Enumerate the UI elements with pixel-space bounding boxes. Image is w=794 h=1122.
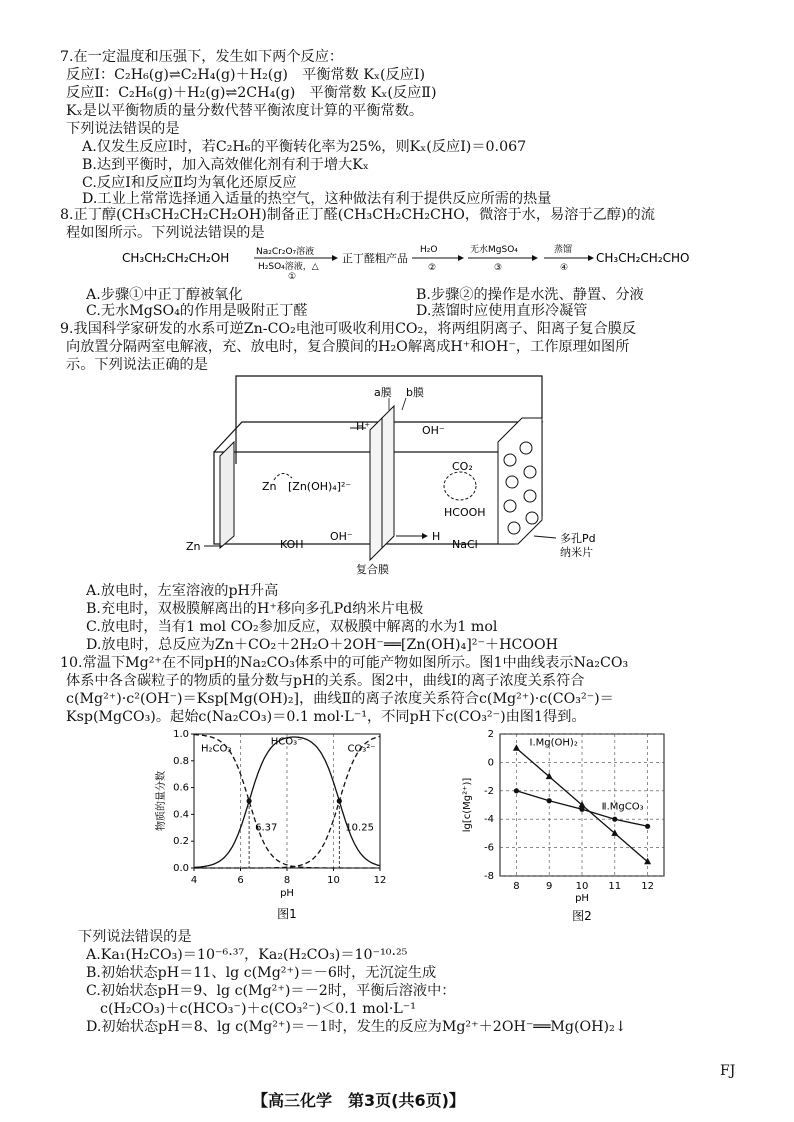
flow-step4-num: ④ xyxy=(560,263,569,273)
y-tick-label: -8 xyxy=(484,871,494,882)
x-tick-label: 12 xyxy=(641,881,654,892)
zn-electrode xyxy=(220,442,234,548)
flow-arrowhead-3 xyxy=(532,255,538,261)
flow-step2-num: ② xyxy=(428,263,437,273)
pka-label: 6.37 xyxy=(255,822,278,834)
q10-stem-4: Ksp(MgCO₃)。起始c(Na₂CO₃)＝0.1 mol·L⁻¹，不同pH下c(CO₃²⁻)由图1得到。 xyxy=(66,709,586,725)
data-point xyxy=(579,801,586,808)
y-axis-label: 物质的量分数 xyxy=(156,771,167,831)
corner-mark: FJ xyxy=(720,1063,736,1079)
x-tick-label: 10 xyxy=(327,875,340,886)
q10-option-d: D.初始状态pH＝8、lg c(Mg²⁺)＝－1时，发生的反应为Mg²⁺＋2OH⁻══Mg(OH)₂↓ xyxy=(86,1019,627,1035)
flow-step3-top: 无水MgSO₄ xyxy=(470,245,518,255)
y-tick-label: -6 xyxy=(484,842,494,854)
series-label-mgoh2: Ⅰ.Mg(OH)₂ xyxy=(529,737,578,749)
pd-label-2: 纳米片 xyxy=(560,546,593,559)
y-axis-label: lg[c(Mg²⁺)] xyxy=(462,777,473,833)
flow-step1-bottom: H₂SO₄溶液，△ xyxy=(258,262,319,272)
q8-option-c: C.无水MgSO₄的作用是吸附正丁醛 xyxy=(86,303,308,319)
flow-crude: 正丁醛粗产品 xyxy=(342,252,408,265)
flow-step2-top: H₂O xyxy=(420,245,438,255)
q10-stem: 10.常温下Mg²⁺在不同pH的Na₂CO₃体系中的可能产物如图所示。图1中曲线表示Na₂CO₃ xyxy=(60,655,629,671)
q9-option-c: C.放电时，当有1 mol CO₂参加反应，双极膜中解离的水为1 mol xyxy=(86,619,498,635)
q10-option-c: C.初始状态pH＝9、lg c(Mg²⁺)＝－2时，平衡后溶液中： xyxy=(86,983,456,999)
q7-stem: 7.在一定温度和压强下，发生如下两个反应： xyxy=(60,49,344,65)
q8-option-a: A.步骤①中正丁醇被氧化 xyxy=(86,287,243,303)
data-point xyxy=(579,807,584,812)
q9-stem-2: 向放置分隔两室电解液，充、放电时，复合膜间的H₂O解离成H⁺和OH⁻，工作原理如图所 xyxy=(66,339,630,355)
x-tick-label: 9 xyxy=(546,881,553,892)
q10-option-a: A.Ka₁(H₂CO₃)＝10⁻⁶·³⁷，Ka₂(H₂CO₃)＝10⁻¹⁰·²⁵ xyxy=(86,947,408,963)
figure-caption: 图1 xyxy=(277,907,297,921)
flow-start: CH₃CH₂CH₂CH₂OH xyxy=(122,251,230,265)
right-cycle-arrow xyxy=(444,472,476,500)
data-point xyxy=(513,744,520,751)
q7-option-b: B.达到平衡时，加入高效催化剂有利于增大Kₓ xyxy=(82,157,369,173)
series-label-hco3: HCO₃⁻ xyxy=(270,736,303,748)
pd-leader xyxy=(534,536,556,538)
data-point xyxy=(514,788,519,793)
x-tick-label: 6 xyxy=(237,875,244,886)
q8-stem: 8.正丁醇(CH₃CH₂CH₂CH₂OH)制备正丁醛(CH₃CH₂CH₂CHO，微溶于水，易溶于乙醇)的流 xyxy=(60,207,655,223)
q10-ask: 下列说法错误的是 xyxy=(78,929,192,945)
x-tick-label: 10 xyxy=(575,881,589,892)
page-footer: 【高三化学 第3页(共6页)】 xyxy=(252,1091,465,1110)
q9-option-a: A.放电时，左室溶液的pH升高 xyxy=(86,583,279,599)
x-axis-label: pH xyxy=(575,893,589,904)
koh-label: KOH xyxy=(280,538,304,551)
y-tick-label: 0.6 xyxy=(173,782,189,794)
data-point xyxy=(612,817,617,822)
y-tick-label: 0.0 xyxy=(173,863,189,874)
q7-ask: 下列说法错误的是 xyxy=(66,121,180,137)
pd-electrode xyxy=(498,418,542,544)
h-plus-top: H⁺ xyxy=(356,420,371,433)
y-tick-label: -4 xyxy=(484,814,494,826)
q10-option-c-line2: c(H₂CO₃)＋c(HCO₃⁻)＋c(CO₃²⁻)＜0.1 mol·L⁻¹ xyxy=(100,1001,416,1017)
q9-option-d: D.放电时，总反应为Zn＋CO₂＋2H₂O＋2OH⁻══[Zn(OH)₄]²⁻＋HCOOH xyxy=(86,637,558,653)
q10-option-b: B.初始状态pH＝11、lg c(Mg²⁺)＝－6时，无沉淀生成 xyxy=(86,965,437,981)
b-membrane-label: b膜 xyxy=(406,386,424,399)
q7-reaction-2: 反应Ⅱ：C₂H₆(g)＋H₂(g)⇌2CH₄(g) 平衡常数 Kₓ(反应Ⅱ) xyxy=(66,85,437,101)
a-membrane-label: a膜 xyxy=(374,386,392,399)
b-membrane-pointer xyxy=(402,398,406,410)
figure-caption: 图2 xyxy=(572,909,592,923)
q7-option-d: D.工业上常常选择通入适量的热空气，这种做法有利于提供反应所需的热量 xyxy=(82,191,552,207)
pd-label-1: 多孔Pd xyxy=(560,532,596,545)
data-point xyxy=(644,858,651,865)
co2-label: CO₂ xyxy=(452,460,473,473)
y-tick-label: -2 xyxy=(484,785,494,797)
y-tick-label: 1.0 xyxy=(173,729,189,740)
hcooh-label: HCOOH xyxy=(444,506,486,519)
flow-arrowhead-1 xyxy=(332,255,338,261)
oh-minus-top: OH⁻ xyxy=(422,424,445,437)
flow-step1-top: Na₂Cr₂O₇溶液 xyxy=(256,247,315,257)
h-bottom-arrowhead xyxy=(422,533,428,539)
zn-electrode-label: Zn xyxy=(186,540,201,553)
q9-stem: 9.我国科学家研发的水系可逆Zn-CO₂电池可吸收利用CO₂，将两组阴离子、阳离子复合膜反 xyxy=(60,321,637,337)
q7-option-c: C.反应Ⅰ和反应Ⅱ均为氧化还原反应 xyxy=(82,175,297,191)
b-membrane xyxy=(382,406,394,548)
q10-stem-2: 体系中各含碳粒子的物质的量分数与pH的关系。图2中，曲线Ⅰ的离子浓度关系符合 xyxy=(66,673,585,689)
composite-label: 复合膜 xyxy=(356,563,389,576)
y-tick-label: 0.4 xyxy=(173,809,189,821)
figure-2-chart xyxy=(458,726,678,926)
y-tick-label: 0.2 xyxy=(173,836,189,848)
series-label-co3: CO₃²⁻ xyxy=(347,743,376,755)
y-tick-label: 0 xyxy=(487,757,494,769)
flow-product: CH₃CH₂CH₂CHO xyxy=(596,251,690,265)
q7-note: Kₓ是以平衡物质的量分数代替平衡浓度计算的平衡常数。 xyxy=(66,103,424,119)
q8-option-d: D.蒸馏时应使用直形冷凝管 xyxy=(416,303,588,319)
x-tick-label: 11 xyxy=(608,881,622,892)
x-tick-label: 12 xyxy=(373,875,387,886)
x-tick-label: 8 xyxy=(283,875,291,886)
pka-label: 10.25 xyxy=(345,822,374,834)
q7-option-a: A.仅发生反应Ⅰ时，若C₂H₆的平衡转化率为25%，则Kₓ(反应Ⅰ)＝0.067 xyxy=(82,139,527,155)
h-bottom-label: H xyxy=(432,530,441,543)
battery-diagram xyxy=(170,370,640,580)
q9-stem-3: 示。下列说法正确的是 xyxy=(66,357,208,373)
q8-stem-2: 程如图所示。下列说法错误的是 xyxy=(66,225,265,241)
q8-flow-diagram xyxy=(120,238,720,280)
data-point xyxy=(611,829,618,836)
x-axis-label: pH xyxy=(280,888,294,899)
flow-step1-num: ① xyxy=(288,272,297,280)
flow-arrowhead-2 xyxy=(458,255,464,261)
figure-1-chart xyxy=(150,726,400,926)
y-tick-label: 2 xyxy=(487,729,494,740)
y-tick-label: 0.8 xyxy=(173,755,189,767)
flow-step3-num: ③ xyxy=(494,263,503,273)
oh-minus-bottom: OH⁻ xyxy=(330,530,353,543)
a-membrane xyxy=(370,418,382,560)
q8-option-b: B.步骤②的操作是水洗、静置、分液 xyxy=(416,287,644,303)
flow-arrowhead-4 xyxy=(588,255,594,261)
x-tick-label: 4 xyxy=(190,875,198,886)
zn-left-label: Zn xyxy=(262,480,277,493)
data-point xyxy=(546,773,553,780)
series-label-h2co3: H₂CO₃ xyxy=(200,743,232,755)
data-point xyxy=(547,798,552,803)
zincate-label: [Zn(OH)₄]²⁻ xyxy=(288,480,352,493)
nacl-label: NaCl xyxy=(452,538,478,551)
q9-option-b: B.充电时，双极膜解离出的H⁺移向多孔Pd纳米片电极 xyxy=(86,601,424,617)
data-point xyxy=(645,824,650,829)
x-tick-label: 8 xyxy=(513,881,520,892)
flow-step4-top: 蒸馏 xyxy=(554,245,573,255)
series-label-mgco3: Ⅱ.MgCO₃ xyxy=(601,801,644,813)
q7-reaction-1: 反应Ⅰ：C₂H₆(g)⇌C₂H₄(g)＋H₂(g) 平衡常数 Kₓ(反应Ⅰ) xyxy=(66,67,426,83)
q10-stem-3: c(Mg²⁺)·c²(OH⁻)＝Ksp[Mg(OH)₂]，曲线Ⅱ的离子浓度关系符合c(Mg²⁺)·c(CO₃²⁻)＝ xyxy=(66,691,614,707)
